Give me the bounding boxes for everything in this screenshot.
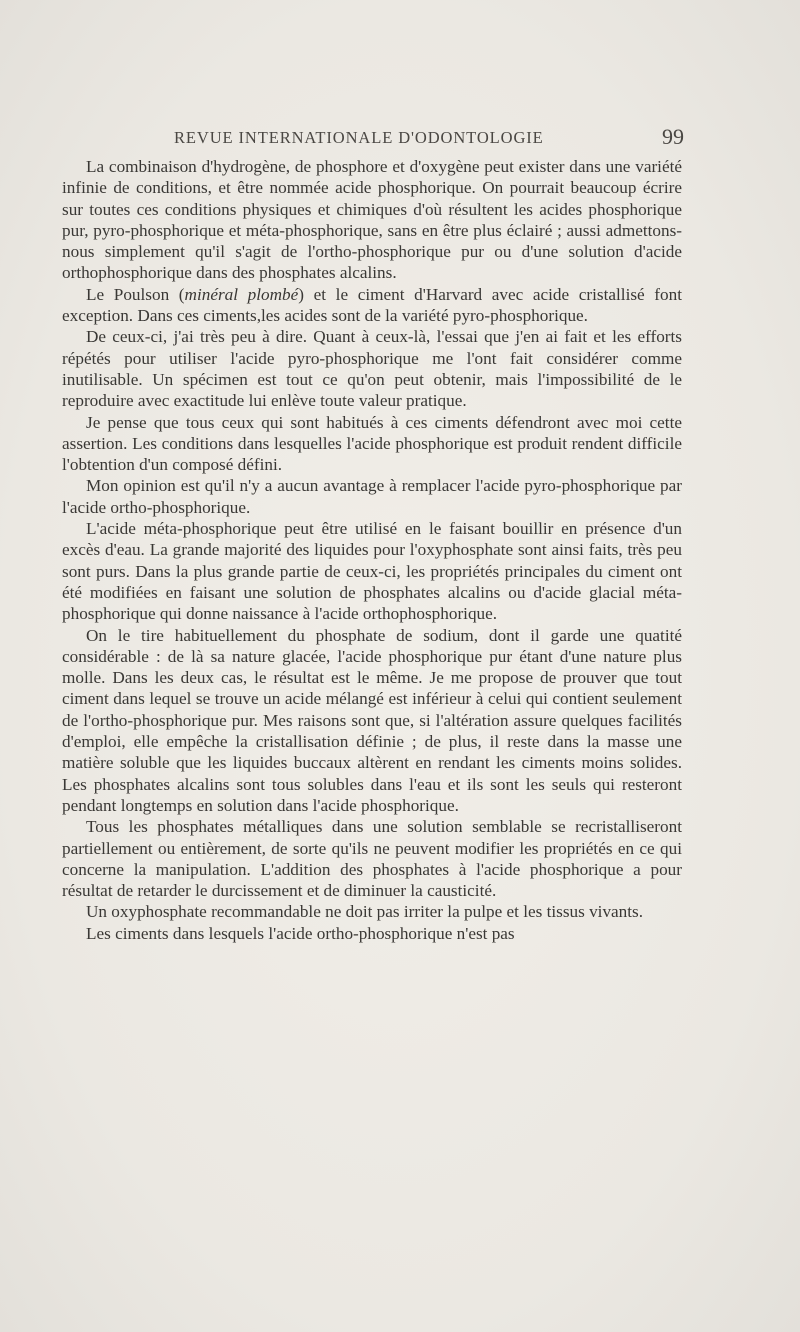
paragraph: Je pense que tous ceux qui sont habitués à ces ciments défendront avec moi cette assertion. Les conditions dans lesquelles l'acide phosphorique est produit rendent difficile l'obtention d'un composé défini. [62,412,682,475]
paragraph-text: Le Poulson ( [86,284,185,304]
body-text [62,156,682,944]
paragraph: On le tire habituellement du phosphate de sodium, dont il garde une quatité considérable : de là sa nature glacée, l'acide phosphorique pur étant d'une nature plus molle. Dans les deux cas, le résultat est le même. Je me propose de prouver que tout ciment dans lequel se trouve un acide mélangé est inférieur à celui qui contient seulement de l'ortho-phosphorique pur. Mes raisons sont que, si l'altération assure quelques facilités d'emploi, elle empêche la cristallisation définie ; de plus, il reste dans la masse une matière soluble que les liquides buccaux altèrent en rendant les ciments moins solides. Les phosphates alcalins sont tous solubles dans l'eau et ils sont les seuls qui resteront pendant longtemps en solution dans l'acide phosphorique. [62,625,682,815]
paragraph: Un oxyphosphate recommandable ne doit pas irriter la pulpe et les tissus vivants. [86,902,644,922]
paragraph: L'acide méta-phosphorique peut être utilisé en le faisant bouillir en présence d'un excès d'eau. La grande majorité des liquides pour l'oxyphosphate sont ainsi faits, très peu sont purs. Dans la plus grande partie de ceux-ci, les propriétés principales du ciment ont été modifiées en faisant une solution de phosphates alcalins ou d'acide glacial méta-phosphorique qui donne naissance à l'acide orthophosphorique. [62,519,682,624]
paragraph [62,284,682,327]
paragraph: De ceux-ci, j'ai très peu à dire. Quant à ceux-là, l'essai que j'en ai fait et les efforts répétés pour utiliser l'acide pyro-phosphorique me l'ont fait considérer comme inutilisable. Un spécimen est tout ce qu'on peut obtenir, mais l'impossibilité de le reproduire avec exactitude lui enlève toute valeur pratique. [62,327,682,411]
running-title: REVUE INTERNATIONALE D'ODONTOLOGIE [174,128,544,147]
page-number: 99 [662,124,684,149]
paragraph: Tous les phosphates métalliques dans une solution semblable se recristalliseront partiellement ou entièrement, de sorte qu'ils ne peuvent modifier les propriétés en ce qui concerne la manipulation. L'addition des phosphates à l'acide phosphorique a pour résultat de retarder le durcissement et de diminuer la causticité. [62,817,682,901]
italic-term: minéral plombé [184,284,299,304]
paragraph: Mon opinion est qu'il n'y a aucun avantage à remplacer l'acide pyro-phosphorique par l'acide ortho-phosphorique. [62,476,682,517]
paragraph: La combinaison d'hydrogène, de phosphore et d'oxygène peut exister dans une variété infinie de conditions, et être nommée acide phosphorique. On pourrait beaucoup écrire sur toutes ces conditions physiques et chimiques d'où résultent les acides phosphorique pur, pyro-phosphorique et méta-phosphorique, sans en être plus éclairé ; aussi admettons-nous simplement qu'il s'agit de l'ortho-phosphorique pur ou d'une solution d'acide orthophosphorique dans des phosphates alcalins. [62,157,682,283]
page-header [62,124,686,154]
paragraph-text: ) et le ciment d'Harvard avec acide cristallisé font exception. Dans ces ciments,les acides sont de la variété pyro-phosphorique. [62,284,682,326]
paragraph: Les ciments dans lesquels l'acide ortho-phosphorique n'est pas [86,923,515,943]
